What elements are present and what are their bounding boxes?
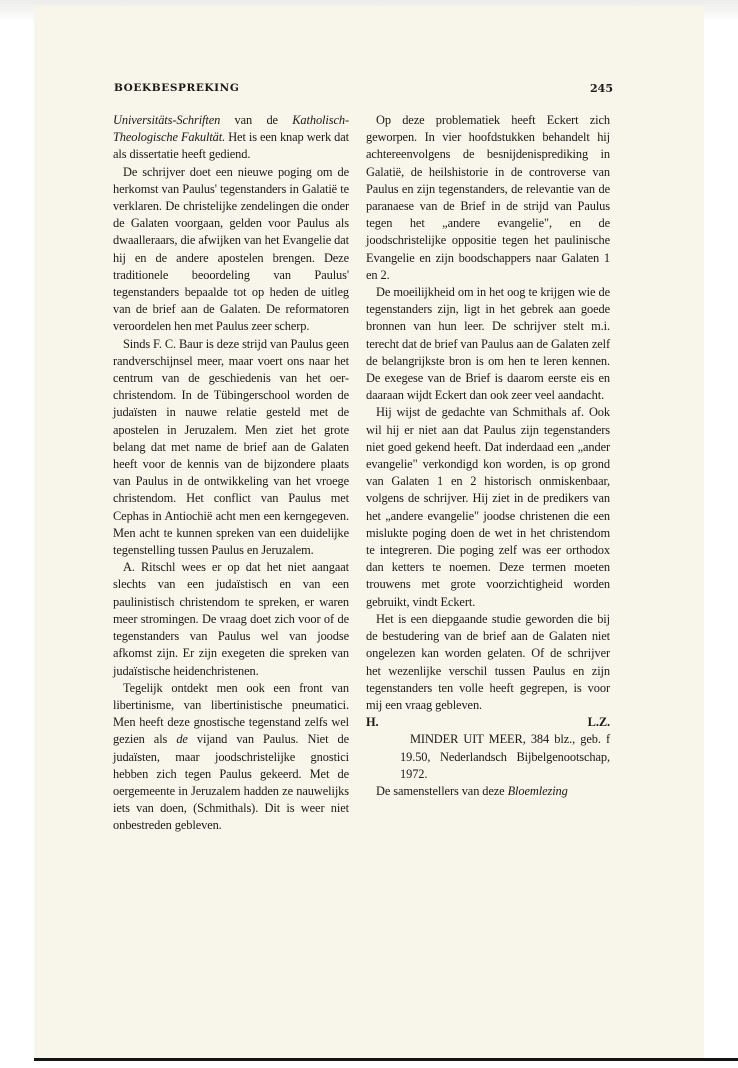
paragraph: Hij wijst de gedachte van Schmithals af. Ook wil hij er niet aan dat Paulus zijn tegenstanders niet goed gekend heeft. Dat inderdaad een „ander evangelie" verkondigd kon worden, is op grond van Galaten 1 en 2 historisch onmiskenbaar, volgens de schrijver. Hij ziet in de predikers van het „andere evangelie" joodse christenen die een mislukte poging doen de wet in het christendom te integreren. Die poging zelf was eer orthodox dan ketters te noemen. Deze termen moeten trouwens met grote voorzichtigheid worden gebruikt, vindt Eckert. xyxy=(366,405,610,609)
next-review-first-line: De samenstellers van deze Bloemlezing xyxy=(376,783,568,798)
signature-initial: H. xyxy=(366,715,379,730)
italic-bloemlezing: Bloemlezing xyxy=(507,783,568,798)
paragraph: Op deze problematiek heeft Eckert zich geworpen. In vier hoofdstukken behandelt hij achtereenvolgens de besnijdenisprediking in Galatië, de heilshistorie in de controverse van Paulus en zijn tegenstanders, de relevantie van de paranaese van de Brief in de strijd van Paulus tegen het „andere evangelie", en de joodschristelijke oppositie tegen het paulinische Evangelie en zijn boodschappers naar Galaten 1 en 2. xyxy=(366,113,610,282)
right-column xyxy=(366,112,610,800)
paragraph: De moeilijkheid om in het oog te krijgen wie de tegenstanders zijn, ligt in het gebrek aan goede bronnen van hun leer. De schrijver stelt m.i. terecht dat de brief van Paulus aan de Galaten zelf de belangrijkste bron is om hen te leren kennen. De exegese van de Brief is daarom eerste eis en daaraan wijdt Eckert dan ook zeer veel aandacht. xyxy=(366,285,610,403)
paragraph: Universitäts-Schriften van de Katholisch-Theologische Fakultät. Het is een knap werk dat als dissertatie heeft gediend. xyxy=(113,113,349,162)
next-review-heading: MINDER UIT MEER, 384 blz., geb. f 19.50, Nederlandsch Bijbelgenootschap, 1972. xyxy=(400,732,610,781)
paragraph: Het is een diepgaande studie geworden die bij de bestudering van de brief aan de Galaten niet ongelezen kan worden gelaten. Of de schrijver het wezenlijke verschil tussen Paulus en zijn tegenstanders ten volle heeft gegrepen, is voor mij een vraag gebleven. xyxy=(366,611,610,712)
scan-bottom-edge xyxy=(34,1058,738,1061)
reviewer-initials: L.Z. xyxy=(587,715,610,730)
italic-emphasis: de xyxy=(176,732,188,747)
paragraph: De schrijver doet een nieuwe poging om de herkomst van Paulus' tegenstanders in Galatië te verklaren. De christelijke zendelingen die onder de Galaten voorgaan, gelden voor Paulus als dwaalleraars, die afwijken van het Evangelie dat hij en de andere apostelen brengen. Deze traditionele beoordeling van Paulus' tegenstanders bepaalde tot op heden de uitleg van de brief aan de Galaten. De reformatoren veroordelen hen met Paulus zeer scherp. xyxy=(113,164,349,334)
italic-title: Universitäts-Schriften xyxy=(113,113,221,127)
page-number: 245 xyxy=(590,82,613,95)
left-column xyxy=(113,112,349,835)
paragraph: Sinds F. C. Baur is deze strijd van Paulus geen randverschijnsel meer, maar voert ons naar het centrum van de geschiedenis van het oer-christendom. In de Tübingerschool worden de judaïsten in nauwe relatie gesteld met de apostelen in Jeruzalem. Men ziet het grote belang dat met name de brief aan de Galaten heeft voor de kennis van de bijzondere plaats van Paulus in de ontwikkeling van het vroege christendom. Het conflict van Paulus met Cephas in Antiochië acht men een kerngegeven. Men acht te kunnen spreken van een duidelijke tegenstelling tussen Paulus en Jeruzalem. xyxy=(113,336,349,558)
paragraph: Tegelijk ontdekt men ook een front van libertinisme, van libertinistische pneumatici. Men heeft deze gnostische tegenstand zelfs wel gezien als de vijand van Paulus. Niet de judaïsten, maar joodschristelijke gnostici hebben zich tegen Paulus gekeerd. Met de oergemeente in Jeruzalem hadden ze nauwelijks iets van doen, (Schmithals). Dit is weer niet onbestreden gebleven. xyxy=(113,680,349,833)
paragraph: A. Ritschl wees er op dat het niet aangaat slechts van een judaïstisch en van een paulinistisch christendom te spreken, er waren meer stromingen. De vraag doet zich voor of de tegenstanders van Paulus wel van joodse afkomst zijn. Er zijn exegeten die spreken van judaïstische heidenchristenen. xyxy=(113,560,349,678)
running-title: BOEKBESPREKING xyxy=(114,82,240,94)
review-signature xyxy=(366,714,610,731)
italic-faculty: Katholisch-Theologische Fakultät. xyxy=(113,113,349,145)
